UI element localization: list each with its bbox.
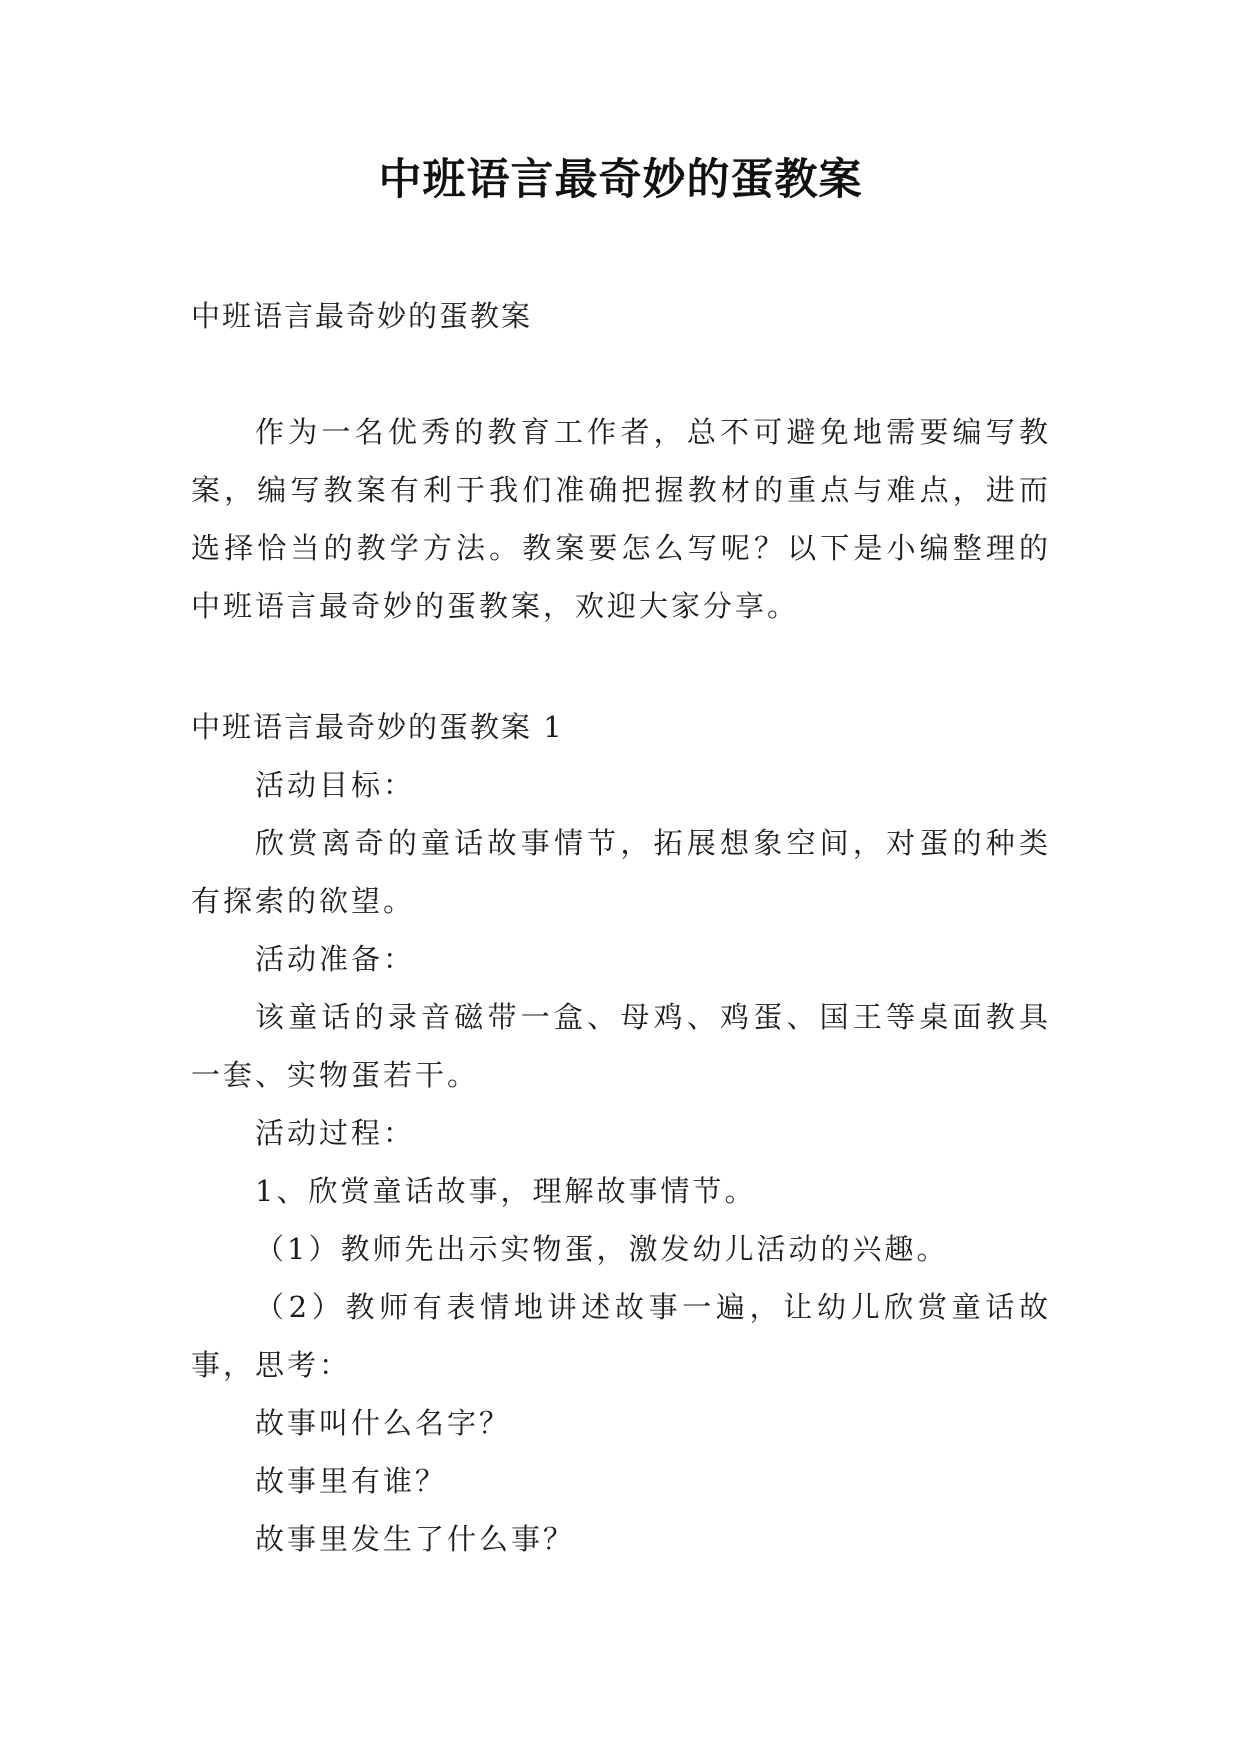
paragraph-activity-process-heading: 活动过程： — [255, 1116, 416, 1150]
document-title: 中班语言最奇妙的蛋教案 — [378, 155, 863, 205]
paragraph-question-1: 故事叫什么名字？ — [255, 1406, 512, 1440]
paragraph-step-1-2: （2）教师有表情地讲述故事一遍，让幼儿欣赏童话故事，思考： — [191, 1290, 1051, 1382]
intro-paragraph — [191, 403, 1051, 635]
paragraph-activity-prep: 该童话的录音磁带一盒、母鸡、鸡蛋、国王等桌面教具一套、实物蛋若干。 — [191, 1000, 1051, 1092]
paragraph-step-1: 1、欣赏童话故事，理解故事情节。 — [255, 1174, 757, 1208]
paragraph-activity-goal-heading: 活动目标： — [255, 768, 416, 802]
paragraph-activity-goal: 欣赏离奇的童话故事情节，拓展想象空间，对蛋的种类有探索的欲望。 — [191, 826, 1051, 918]
paragraph-activity-prep-heading: 活动准备： — [255, 942, 416, 976]
document-subtitle: 中班语言最奇妙的蛋教案 — [191, 299, 533, 333]
paragraph-question-2: 故事里有谁？ — [255, 1464, 448, 1498]
paragraph-step-1-1: （1）教师先出示实物蛋，激发幼儿活动的兴趣。 — [255, 1232, 949, 1266]
intro-text: 作为一名优秀的教育工作者，总不可避免地需要编写教案，编写教案有利于我们准确把握教材的重点与难点，进而选择恰当的教学方法。教案要怎么写呢？以下是小编整理的中班语言最奇妙的蛋教案，欢迎大家分享。 — [191, 415, 1051, 623]
section-body — [191, 698, 1051, 1568]
section-title: 中班语言最奇妙的蛋教案 1 — [191, 710, 564, 744]
paragraph-question-3: 故事里发生了什么事？ — [255, 1522, 576, 1556]
